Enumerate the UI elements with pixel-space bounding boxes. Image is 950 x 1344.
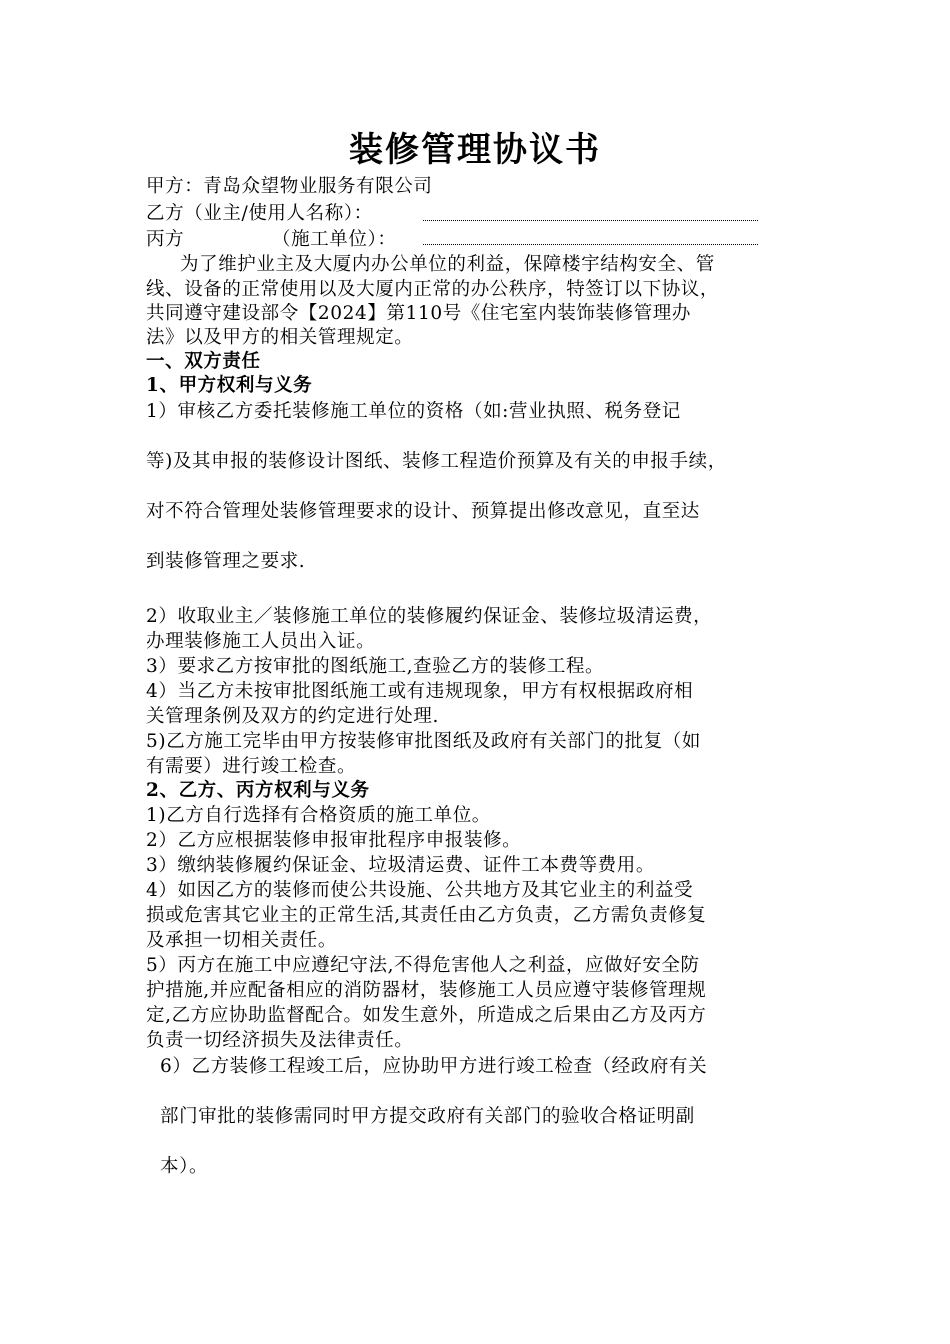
clause-b5-line-1: 5）丙方在施工中应遵纪守法,不得危害他人之利益，应做好安全防: [146, 955, 700, 976]
clause-b5-line-4: 负责一切经济损失及法律责任。: [146, 1030, 414, 1051]
clause-b4-line-2: 损或危害其它业主的正常生活,其责任由乙方负责，乙方需负责修复: [146, 905, 707, 926]
clause-a2-line-1: 2）收取业主／装修施工单位的装修履约保证金、装修垃圾清运费，: [146, 606, 713, 627]
clause-a1-line-1: 1）审核乙方委托装修施工单位的资格（如:营业执照、税务登记: [146, 401, 681, 422]
clause-b2: 2）乙方应根据装修申报审批程序申报装修。: [146, 830, 522, 851]
clause-b4-line-3: 及承担一切相关责任。: [146, 930, 338, 951]
clause-b5-line-2: 护措施,并应配备相应的消防器材，装修施工人员应遵守装修管理规: [146, 980, 707, 1001]
clause-b3: 3）缴纳装修履约保证金、垃圾清运费、证件工本费等费用。: [146, 855, 655, 876]
clause-b6-line-2: 部门审批的装修需同时甲方提交政府有关部门的验收合格证明副: [160, 1106, 695, 1127]
subsection-heading-1: 1、甲方权利与义务: [146, 375, 313, 396]
party-c-blank[interactable]: [423, 244, 758, 245]
clause-b1: 1)乙方自行选择有合格资质的施工单位。: [146, 805, 491, 826]
clause-a5-line-1: 5)乙方施工完毕由甲方按装修审批图纸及政府有关部门的批复（如: [146, 731, 701, 752]
clause-a1-line-2: 等)及其申报的装修设计图纸、装修工程造价预算及有关的申报手续，: [146, 451, 727, 472]
clause-a4-line-2: 关管理条例及双方的约定进行处理.: [146, 706, 439, 727]
clause-a5-line-2: 有需要）进行竣工检查。: [146, 756, 357, 777]
intro-line-2: 线、设备的正常使用以及大厦内正常的办公秩序，特签订以下协议，: [146, 279, 720, 300]
intro-line-3: 共同遵守建设部令【2024】第110号《住宅室内装饰装修管理办: [146, 303, 691, 324]
document-title: 装修管理协议书: [349, 130, 601, 170]
clause-b4-line-1: 4）如因乙方的装修而使公共设施、公共地方及其它业主的利益受: [146, 880, 694, 901]
clause-b6-line-3: 本）。: [160, 1156, 209, 1177]
clause-a1-line-3: 对不符合管理处装修管理要求的设计、预算提出修改意见，直至达: [146, 501, 700, 522]
intro-line-1: 为了维护业主及大厦内办公单位的利益，保障楼宇结构安全、管: [180, 254, 715, 275]
party-c-label: 丙方: [146, 229, 185, 250]
party-b-line: 乙方（业主/使用人名称）：: [146, 203, 373, 224]
clause-a4-line-1: 4）当乙方未按审批图纸施工或有违规现象，甲方有权根据政府相: [146, 681, 694, 702]
clause-b6-line-1: 6）乙方装修工程竣工后，应协助甲方进行竣工检查（经政府有关: [160, 1056, 708, 1077]
section-heading-1: 一、双方责任: [146, 351, 261, 372]
clause-a3: 3）要求乙方按审批的图纸施工,查验乙方的装修工程。: [146, 656, 605, 677]
party-c-unit: （施工单位）：: [272, 229, 397, 250]
subsection-heading-2: 2、乙方、丙方权利与义务: [146, 780, 370, 801]
party-a-line: 甲方：青岛众望物业服务有限公司: [146, 176, 433, 197]
clause-b5-line-3: 定,乙方应协助监督配合。如发生意外，所造成之后果由乙方及丙方: [146, 1005, 707, 1026]
clause-a1-line-4: 到装修管理之要求.: [146, 551, 306, 572]
party-b-blank[interactable]: [423, 220, 758, 221]
clause-a2-line-2: 办理装修施工人员出入证。: [146, 631, 376, 652]
intro-line-4: 法》以及甲方的相关管理规定。: [146, 327, 414, 348]
